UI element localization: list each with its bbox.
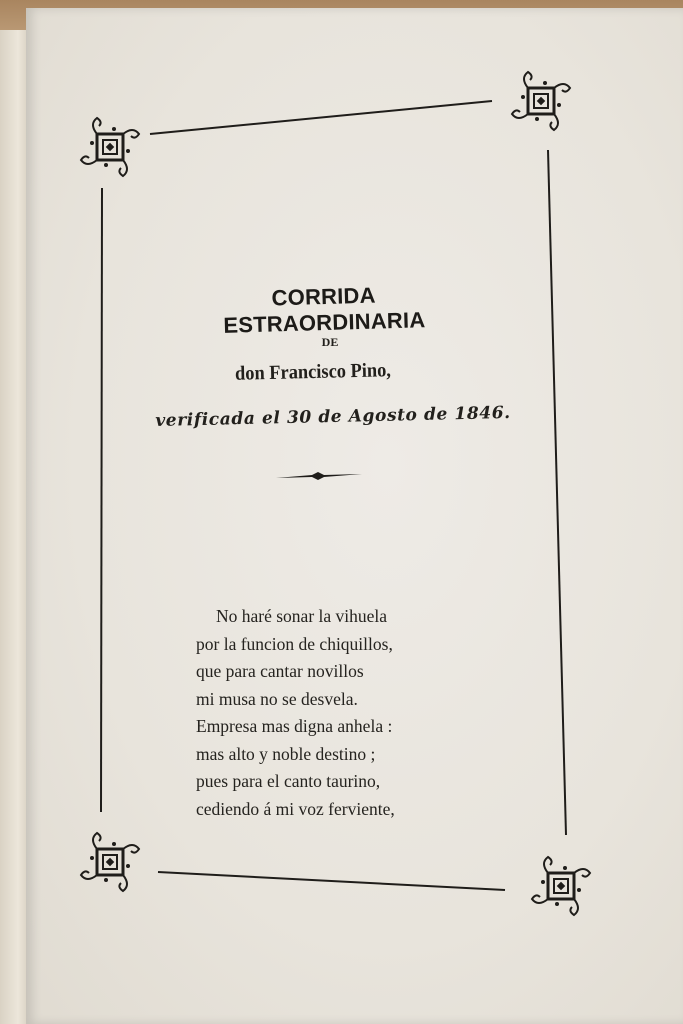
divider-rule-icon [276, 472, 362, 480]
verse-line: mi musa no se desvela. [196, 688, 358, 709]
verse-line: No haré sonar la vihuela [216, 606, 388, 626]
corner-ornament-top-left [81, 118, 139, 176]
subject-name: don Francisco Pino, [234, 359, 392, 385]
verse-line: que para cantar novillos [196, 661, 364, 681]
date-line: verificada el 30 de Agosto de 1846. [155, 402, 511, 432]
verse-line: Empresa mas digna anhela : [196, 716, 393, 736]
verse-line: mas alto y noble destino ; [196, 743, 376, 764]
corner-ornament-top-right [512, 72, 570, 130]
verse-block [196, 603, 456, 823]
corner-ornament-bottom-left [81, 833, 139, 891]
verse-line: por la funcion de chiquillos, [196, 633, 393, 654]
title-connector: DE [321, 335, 339, 349]
verse-line: pues para el canto taurino, [196, 771, 381, 791]
page-title: CORRIDA ESTRAORDINARIA [223, 282, 426, 338]
verse-line: cediendo á mi voz ferviente, [196, 798, 395, 819]
corner-ornament-bottom-right [532, 857, 590, 915]
